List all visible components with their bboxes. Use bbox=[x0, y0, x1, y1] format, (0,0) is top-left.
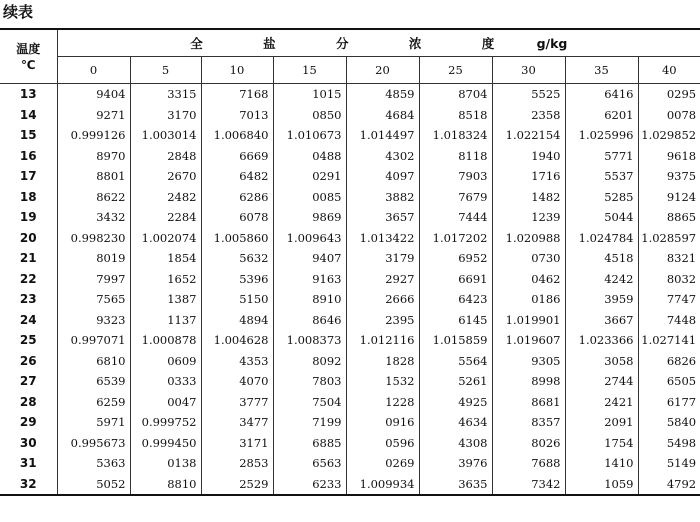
temperature-cell: 25 bbox=[0, 330, 57, 351]
table-row bbox=[0, 453, 700, 474]
density-cell: 6145 bbox=[419, 310, 492, 331]
table-row bbox=[0, 474, 700, 496]
density-cell: 3170 bbox=[130, 105, 201, 126]
density-cell: 6952 bbox=[419, 248, 492, 269]
temperature-cell: 26 bbox=[0, 351, 57, 372]
density-cell: 5771 bbox=[565, 146, 638, 167]
density-cell: 5363 bbox=[57, 453, 130, 474]
temperature-cell: 15 bbox=[0, 125, 57, 146]
density-cell: 4518 bbox=[565, 248, 638, 269]
density-cell: 9375 bbox=[666, 169, 697, 184]
table-row bbox=[0, 105, 700, 126]
density-cell: 1.027141 bbox=[641, 333, 697, 348]
column-header-5: 5 bbox=[130, 57, 201, 84]
density-cell: 6885 bbox=[273, 433, 346, 454]
density-cell: 5149 bbox=[666, 456, 697, 471]
density-cell: 0.995673 bbox=[57, 433, 130, 454]
density-cell: 3657 bbox=[346, 207, 419, 228]
table-row bbox=[0, 330, 700, 351]
density-cell: 9407 bbox=[273, 248, 346, 269]
density-cell: 3171 bbox=[201, 433, 273, 454]
density-cell: 6286 bbox=[201, 187, 273, 208]
density-cell: 1532 bbox=[346, 371, 419, 392]
salinity-header-text: 全 盐 分 浓 度 bbox=[190, 36, 523, 51]
density-cell: 0730 bbox=[492, 248, 565, 269]
density-cell: 4684 bbox=[346, 105, 419, 126]
density-cell: 2670 bbox=[130, 166, 201, 187]
density-cell: 7688 bbox=[492, 453, 565, 474]
column-header-20: 20 bbox=[346, 57, 419, 84]
density-cell: 7444 bbox=[419, 207, 492, 228]
density-cell: 6810 bbox=[57, 351, 130, 372]
density-cell: 8019 bbox=[57, 248, 130, 269]
temperature-cell: 19 bbox=[0, 207, 57, 228]
density-cell: 8321 bbox=[666, 251, 697, 266]
column-header-30: 30 bbox=[492, 57, 565, 84]
density-cell: 7903 bbox=[419, 166, 492, 187]
density-cell: 5564 bbox=[419, 351, 492, 372]
density-cell: 6259 bbox=[57, 392, 130, 413]
density-cell: 6539 bbox=[57, 371, 130, 392]
table-row bbox=[0, 289, 700, 310]
density-cell: 8026 bbox=[492, 433, 565, 454]
density-cell: 5396 bbox=[201, 269, 273, 290]
density-cell: 1.012116 bbox=[346, 330, 419, 351]
temperature-cell: 23 bbox=[0, 289, 57, 310]
density-cell: 7448 bbox=[666, 312, 697, 327]
density-cell: 1.005860 bbox=[201, 228, 273, 249]
density-cell: 5052 bbox=[57, 474, 130, 496]
density-cell: 2091 bbox=[565, 412, 638, 433]
density-cell: 1652 bbox=[130, 269, 201, 290]
table-row bbox=[0, 351, 700, 372]
density-cell: 2848 bbox=[130, 146, 201, 167]
density-cell: 1940 bbox=[492, 146, 565, 167]
density-cell: 5971 bbox=[57, 412, 130, 433]
density-cell: 2927 bbox=[346, 269, 419, 290]
density-cell: 2853 bbox=[201, 453, 273, 474]
density-cell: 1.015859 bbox=[419, 330, 492, 351]
table-row bbox=[0, 207, 700, 228]
density-cell: 3976 bbox=[419, 453, 492, 474]
density-cell: 3959 bbox=[565, 289, 638, 310]
temperature-cell: 13 bbox=[0, 84, 57, 105]
density-cell: 1.025996 bbox=[565, 125, 638, 146]
density-cell: 0291 bbox=[273, 166, 346, 187]
density-cell: 1.022154 bbox=[492, 125, 565, 146]
density-cell: 4308 bbox=[419, 433, 492, 454]
density-table bbox=[0, 28, 700, 496]
table-row bbox=[0, 392, 700, 413]
density-cell: 8704 bbox=[419, 84, 492, 105]
density-cell: 1.002074 bbox=[130, 228, 201, 249]
density-cell: 8357 bbox=[492, 412, 565, 433]
temperature-cell: 29 bbox=[0, 412, 57, 433]
density-cell: 1.009643 bbox=[273, 228, 346, 249]
temperature-cell: 31 bbox=[0, 453, 57, 474]
density-cell: 1059 bbox=[565, 474, 638, 496]
density-cell: 2421 bbox=[565, 392, 638, 413]
density-cell: 1.008373 bbox=[273, 330, 346, 351]
density-cell: 2284 bbox=[130, 207, 201, 228]
density-cell: 6826 bbox=[666, 353, 697, 368]
density-cell: 1015 bbox=[273, 84, 346, 105]
density-cell: 3432 bbox=[57, 207, 130, 228]
density-cell: 1239 bbox=[492, 207, 565, 228]
column-header-15: 15 bbox=[273, 57, 346, 84]
density-cell: 4242 bbox=[565, 269, 638, 290]
density-cell: 1.004628 bbox=[201, 330, 273, 351]
density-cell: 8118 bbox=[419, 146, 492, 167]
density-cell: 1137 bbox=[130, 310, 201, 331]
temperature-header-label: 温度 bbox=[16, 41, 41, 56]
density-cell: 0.999126 bbox=[57, 125, 130, 146]
density-cell: 6563 bbox=[273, 453, 346, 474]
density-cell: 9404 bbox=[57, 84, 130, 105]
density-cell: 6078 bbox=[201, 207, 273, 228]
density-cell: 6505 bbox=[666, 374, 697, 389]
density-cell: 2666 bbox=[346, 289, 419, 310]
temperature-header-unit: ℃ bbox=[20, 57, 36, 72]
density-cell: 6233 bbox=[273, 474, 346, 496]
column-header-row bbox=[0, 57, 700, 84]
density-cell: 4925 bbox=[419, 392, 492, 413]
table-row bbox=[0, 412, 700, 433]
density-cell: 9323 bbox=[57, 310, 130, 331]
density-cell: 6423 bbox=[419, 289, 492, 310]
table-row bbox=[0, 371, 700, 392]
density-cell: 1.023366 bbox=[565, 330, 638, 351]
temperature-cell: 24 bbox=[0, 310, 57, 331]
density-cell: 4097 bbox=[346, 166, 419, 187]
table-row bbox=[0, 248, 700, 269]
density-cell: 7168 bbox=[201, 84, 273, 105]
density-cell: 1.009934 bbox=[346, 474, 419, 496]
table-row bbox=[0, 146, 700, 167]
density-cell: 3179 bbox=[346, 248, 419, 269]
density-cell: 0295 bbox=[666, 87, 697, 102]
temperature-cell: 18 bbox=[0, 187, 57, 208]
density-cell: 1.013422 bbox=[346, 228, 419, 249]
column-header-10: 10 bbox=[201, 57, 273, 84]
density-cell: 7997 bbox=[57, 269, 130, 290]
density-cell: 0.999450 bbox=[130, 433, 201, 454]
density-cell: 2358 bbox=[492, 105, 565, 126]
density-cell: 3058 bbox=[565, 351, 638, 372]
density-cell: 5261 bbox=[419, 371, 492, 392]
density-cell: 4302 bbox=[346, 146, 419, 167]
density-cell: 4634 bbox=[419, 412, 492, 433]
density-cell: 3477 bbox=[201, 412, 273, 433]
density-cell: 0.999752 bbox=[130, 412, 201, 433]
density-cell: 5632 bbox=[201, 248, 273, 269]
column-header-40: 40 bbox=[638, 57, 700, 84]
density-cell: 8622 bbox=[57, 187, 130, 208]
density-cell: 1.020988 bbox=[492, 228, 565, 249]
density-cell: 4353 bbox=[201, 351, 273, 372]
density-cell: 6177 bbox=[666, 394, 697, 409]
density-cell: 2744 bbox=[565, 371, 638, 392]
density-cell: 1854 bbox=[130, 248, 201, 269]
temperature-cell: 16 bbox=[0, 146, 57, 167]
density-cell: 8092 bbox=[273, 351, 346, 372]
density-cell: 4792 bbox=[638, 474, 700, 496]
density-cell: 0138 bbox=[130, 453, 201, 474]
density-cell: 1828 bbox=[346, 351, 419, 372]
density-cell: 0333 bbox=[130, 371, 201, 392]
density-cell: 5537 bbox=[565, 166, 638, 187]
density-cell: 8681 bbox=[492, 392, 565, 413]
temperature-header bbox=[0, 29, 57, 84]
density-cell: 2529 bbox=[201, 474, 273, 496]
density-cell: 1.024784 bbox=[565, 228, 638, 249]
density-cell: 1.014497 bbox=[346, 125, 419, 146]
density-cell: 1.003014 bbox=[130, 125, 201, 146]
density-cell: 0596 bbox=[346, 433, 419, 454]
density-cell: 7013 bbox=[201, 105, 273, 126]
density-cell: 2482 bbox=[130, 187, 201, 208]
density-cell: 7342 bbox=[492, 474, 565, 496]
density-cell: 5525 bbox=[492, 84, 565, 105]
density-cell: 1716 bbox=[492, 166, 565, 187]
density-cell: 8998 bbox=[492, 371, 565, 392]
density-cell: 6201 bbox=[565, 105, 638, 126]
density-cell: 1.018324 bbox=[419, 125, 492, 146]
density-cell: 9124 bbox=[666, 189, 697, 204]
density-cell: 5285 bbox=[565, 187, 638, 208]
density-cell: 7803 bbox=[273, 371, 346, 392]
temperature-cell: 21 bbox=[0, 248, 57, 269]
column-header-35: 35 bbox=[565, 57, 638, 84]
density-cell: 6416 bbox=[565, 84, 638, 105]
table-row bbox=[0, 84, 700, 105]
density-cell: 3635 bbox=[419, 474, 492, 496]
density-cell: 8910 bbox=[273, 289, 346, 310]
table-row bbox=[0, 310, 700, 331]
density-cell: 7747 bbox=[666, 292, 697, 307]
density-cell: 7199 bbox=[273, 412, 346, 433]
density-cell: 0.997071 bbox=[57, 330, 130, 351]
density-cell: 0269 bbox=[346, 453, 419, 474]
salinity-header-label bbox=[190, 36, 526, 51]
density-cell: 3315 bbox=[130, 84, 201, 105]
density-cell: 0462 bbox=[492, 269, 565, 290]
density-cell: 0047 bbox=[130, 392, 201, 413]
density-cell: 5044 bbox=[565, 207, 638, 228]
temperature-cell: 14 bbox=[0, 105, 57, 126]
density-cell: 0488 bbox=[273, 146, 346, 167]
density-cell: 9163 bbox=[273, 269, 346, 290]
density-cell: 0916 bbox=[346, 412, 419, 433]
density-cell: 1410 bbox=[565, 453, 638, 474]
density-cell: 5150 bbox=[201, 289, 273, 310]
density-cell: 4894 bbox=[201, 310, 273, 331]
density-cell: 8970 bbox=[57, 146, 130, 167]
temperature-cell: 30 bbox=[0, 433, 57, 454]
density-cell: 1.019607 bbox=[492, 330, 565, 351]
density-cell: 0850 bbox=[273, 105, 346, 126]
density-cell: 0085 bbox=[273, 187, 346, 208]
table-row bbox=[0, 228, 700, 249]
table-row bbox=[0, 433, 700, 454]
density-cell: 9869 bbox=[273, 207, 346, 228]
density-cell: 9305 bbox=[492, 351, 565, 372]
density-cell: 8810 bbox=[130, 474, 201, 496]
density-cell: 4859 bbox=[346, 84, 419, 105]
density-cell: 0078 bbox=[666, 107, 697, 122]
density-cell: 1228 bbox=[346, 392, 419, 413]
density-cell: 7504 bbox=[273, 392, 346, 413]
density-cell: 3882 bbox=[346, 187, 419, 208]
table-row bbox=[0, 187, 700, 208]
density-cell: 6669 bbox=[201, 146, 273, 167]
density-cell: 0.998230 bbox=[57, 228, 130, 249]
density-cell: 1.010673 bbox=[273, 125, 346, 146]
density-cell: 8646 bbox=[273, 310, 346, 331]
density-cell: 0609 bbox=[130, 351, 201, 372]
density-cell: 9618 bbox=[666, 148, 697, 163]
density-cell: 9271 bbox=[57, 105, 130, 126]
table-row bbox=[0, 269, 700, 290]
density-cell: 5498 bbox=[666, 435, 697, 450]
temperature-cell: 20 bbox=[0, 228, 57, 249]
density-cell: 1.029852 bbox=[641, 128, 697, 143]
density-cell: 3777 bbox=[201, 392, 273, 413]
table-row bbox=[0, 166, 700, 187]
density-cell: 7565 bbox=[57, 289, 130, 310]
density-cell: 8518 bbox=[419, 105, 492, 126]
density-cell: 3667 bbox=[565, 310, 638, 331]
density-cell: 1.019901 bbox=[492, 310, 565, 331]
density-cell: 2395 bbox=[346, 310, 419, 331]
salinity-header-unit: g/kg bbox=[536, 36, 568, 51]
table-caption: 续表 bbox=[3, 3, 34, 21]
density-cell: 1.000878 bbox=[130, 330, 201, 351]
density-cell: 1.028597 bbox=[641, 230, 697, 245]
temperature-cell: 22 bbox=[0, 269, 57, 290]
density-cell: 1.006840 bbox=[201, 125, 273, 146]
density-cell: 1387 bbox=[130, 289, 201, 310]
temperature-cell: 32 bbox=[0, 474, 57, 496]
density-cell: 8032 bbox=[666, 271, 697, 286]
density-cell: 1482 bbox=[492, 187, 565, 208]
temperature-cell: 28 bbox=[0, 392, 57, 413]
density-cell: 6482 bbox=[201, 166, 273, 187]
column-header-0: 0 bbox=[57, 57, 130, 84]
density-cell: 6691 bbox=[419, 269, 492, 290]
salinity-header bbox=[57, 29, 700, 57]
table-row bbox=[0, 125, 700, 146]
density-cell: 7679 bbox=[419, 187, 492, 208]
temperature-cell: 17 bbox=[0, 166, 57, 187]
density-cell: 1.017202 bbox=[419, 228, 492, 249]
density-cell: 5840 bbox=[666, 415, 697, 430]
density-cell: 8865 bbox=[666, 210, 697, 225]
density-cell: 1754 bbox=[565, 433, 638, 454]
density-cell: 0186 bbox=[492, 289, 565, 310]
density-cell: 4070 bbox=[201, 371, 273, 392]
density-cell: 8801 bbox=[57, 166, 130, 187]
temperature-cell: 27 bbox=[0, 371, 57, 392]
column-header-25: 25 bbox=[419, 57, 492, 84]
